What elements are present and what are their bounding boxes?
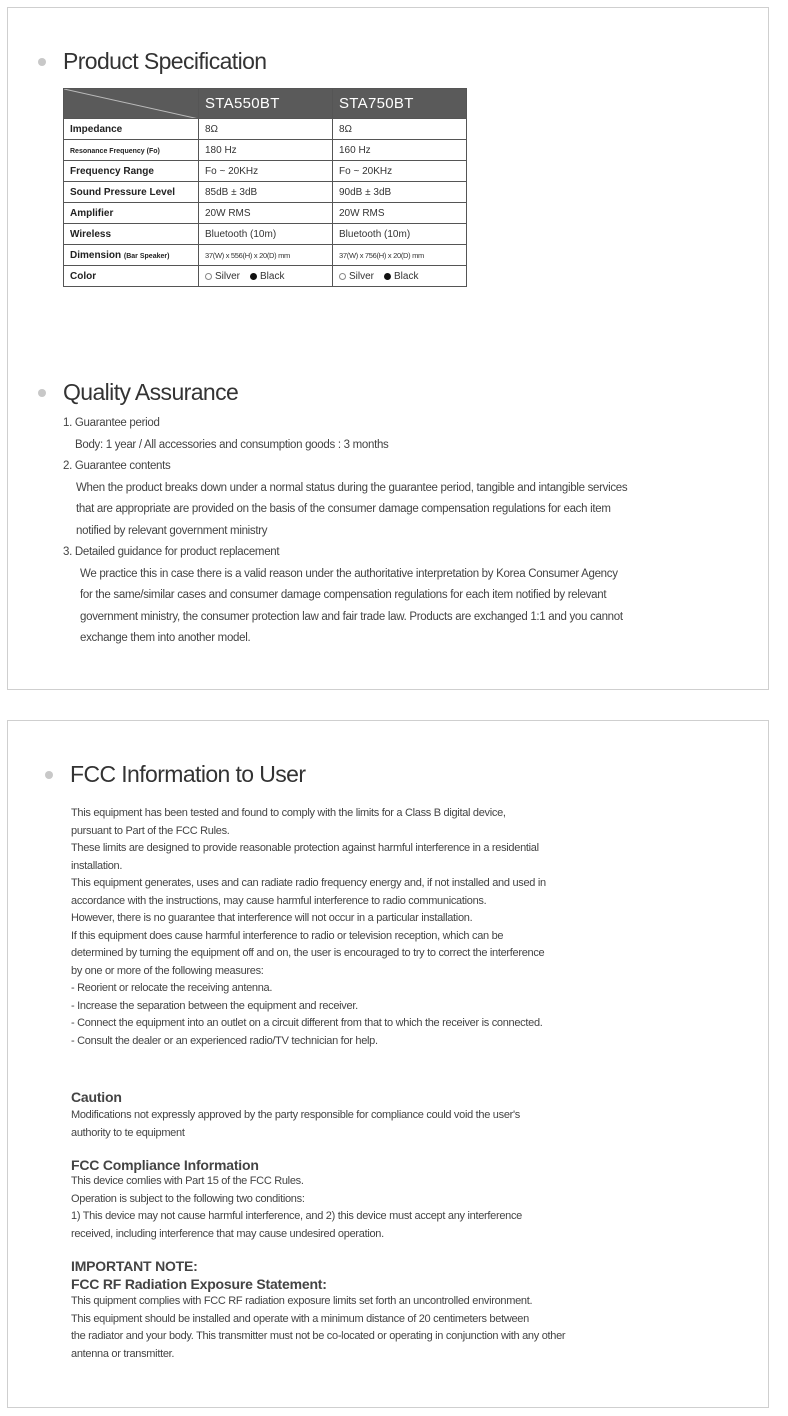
quality-heading [38, 379, 238, 406]
color-silver-label: Silver [349, 270, 375, 282]
compliance-line: This device comlies with Part 15 of the FCC Rules. [71, 1175, 304, 1187]
qa-item3-line: for the same/similar cases and consumer damage compensation regulations for each item notified by relevant [80, 589, 607, 601]
row-label: Sound Pressure Level [64, 182, 199, 203]
cell-value: 160 Hz [333, 140, 467, 161]
cell-value: 8Ω [333, 119, 467, 140]
fcc-title: FCC Information to User [70, 761, 306, 787]
qa-item1-body: Body: 1 year / All accessories and consumption goods : 3 months [75, 438, 389, 451]
fcc-intro-line: - Reorient or relocate the receiving antenna. [71, 982, 273, 994]
corner-diagonal-icon [64, 89, 199, 119]
spec-quality-panel [7, 7, 769, 690]
cell-value: 85dB ± 3dB [199, 182, 333, 203]
qa-item3-line: exchange them into another model. [80, 632, 251, 644]
black-dot-icon [250, 273, 257, 280]
cell-value: Fo ~ 20KHz [199, 161, 333, 182]
spec-table [63, 88, 467, 287]
table-corner-cell [64, 89, 199, 119]
fcc-heading [45, 761, 305, 788]
model-header-2: STA750BT [333, 89, 467, 119]
cell-value: 20W RMS [333, 203, 467, 224]
rf-line: the radiator and your body. This transmitter must not be co-located or operating in conjunction with any other [71, 1330, 566, 1342]
table-row [64, 140, 467, 161]
table-row [64, 224, 467, 245]
compliance-line: Operation is subject to the following two conditions: [71, 1192, 305, 1205]
fcc-intro-line: installation. [71, 859, 123, 872]
fcc-intro-line: If this equipment does cause harmful interference to radio or television reception, which can be [71, 929, 504, 942]
rf-line: This quipment complies with FCC RF radiation exposure limits set forth an uncontrolled environment. [71, 1295, 533, 1307]
color-cell [333, 266, 467, 287]
bullet-icon [38, 58, 46, 66]
qa-item2-line: When the product breaks down under a normal status during the guarantee period, tangible and intangible services [76, 481, 628, 494]
color-black-label: Black [394, 270, 419, 282]
fcc-intro-line: These limits are designed to provide reasonable protection against harmful interference in a residential [71, 842, 539, 854]
fcc-intro-line: - Connect the equipment into an outlet on a circuit different from that to which the receiver is connected. [71, 1017, 543, 1029]
cell-value: 37(W) x 756(H) x 20(D) mm [333, 245, 467, 266]
model-header-1: STA550BT [199, 89, 333, 119]
cell-value: 180 Hz [199, 140, 333, 161]
color-cell [199, 266, 333, 287]
table-row [64, 119, 467, 140]
compliance-line: received, including interference that may cause undesired operation. [71, 1227, 384, 1240]
fcc-intro-line: - Increase the separation between the equipment and receiver. [71, 999, 358, 1012]
caution-line: authority to te equipment [71, 1126, 185, 1139]
color-silver-label: Silver [215, 270, 241, 282]
black-dot-icon [384, 273, 391, 280]
cell-value: 8Ω [199, 119, 333, 140]
row-label: Resonance Frequency (Fo) [70, 147, 160, 155]
qa-item3-line: We practice this in case there is a valid reason under the authoritative interpretation by Korea Consumer Agency [80, 567, 618, 580]
qa-item1-head: 1. Guarantee period [63, 417, 160, 429]
qa-item2-line: notified by relevant government ministry [76, 524, 268, 537]
cell-value: 37(W) x 556(H) x 20(D) mm [199, 245, 333, 266]
fcc-compliance [71, 1157, 711, 1243]
rf-line: antenna or transmitter. [71, 1347, 175, 1360]
cell-value: 90dB ± 3dB [333, 182, 467, 203]
fcc-panel [7, 720, 769, 1408]
cell-value: Fo ~ 20KHz [333, 161, 467, 182]
row-label: Wireless [64, 224, 199, 245]
fcc-intro-line: by one or more of the following measures: [71, 964, 264, 977]
row-label: Amplifier [64, 203, 199, 224]
bullet-icon [45, 771, 53, 779]
fcc-intro-line: This equipment has been tested and found to comply with the limits for a Class B digital device, [71, 807, 506, 819]
spec-title: Product Specification [63, 48, 267, 74]
quality-body [63, 413, 733, 650]
fcc-intro-line: determined by turning the equipment off and on, the user is encouraged to try to correct the interference [71, 947, 545, 959]
qa-item3-line: government ministry, the consumer protection law and fair trade law. Products are exchanged 1:1 and you cannot [80, 610, 623, 623]
row-label: Frequency Range [64, 161, 199, 182]
compliance-line: 1) This device may not cause harmful interference, and 2) this device must accept any interference [71, 1210, 522, 1222]
compliance-title: FCC Compliance Information [71, 1157, 259, 1173]
qa-item2-line: that are appropriate are provided on the basis of the consumer damage compensation regulations for each item [76, 503, 611, 515]
fcc-caution [71, 1089, 711, 1142]
row-label: Impedance [64, 119, 199, 140]
table-row [64, 245, 467, 266]
qa-item3-head: 3. Detailed guidance for product replacement [63, 546, 280, 558]
caution-title: Caution [71, 1089, 122, 1105]
row-sublabel: (Bar Speaker) [123, 252, 170, 260]
cell-value: Bluetooth (10m) [199, 224, 333, 245]
cell-value: 20W RMS [199, 203, 333, 224]
qa-item2-head: 2. Guarantee contents [63, 460, 171, 472]
table-row [64, 161, 467, 182]
fcc-intro [71, 805, 711, 1050]
fcc-intro-line: accordance with the instructions, may cause harmful interference to radio communications. [71, 894, 487, 907]
table-row [64, 266, 467, 287]
fcc-intro-line: - Consult the dealer or an experienced radio/TV technician for help. [71, 1034, 378, 1047]
important-title: IMPORTANT NOTE: [71, 1258, 198, 1274]
row-label: Dimension [70, 249, 122, 261]
rf-title: FCC RF Radiation Exposure Statement: [71, 1276, 327, 1292]
fcc-rf [71, 1258, 711, 1363]
silver-dot-icon [339, 273, 346, 280]
cell-value: Bluetooth (10m) [333, 224, 467, 245]
spec-heading [38, 48, 266, 75]
fcc-intro-line: This equipment generates, uses and can radiate radio frequency energy and, if not installed and used in [71, 877, 546, 889]
row-label: Color [64, 266, 199, 287]
table-row [64, 182, 467, 203]
bullet-icon [38, 389, 46, 397]
color-black-label: Black [260, 270, 285, 282]
table-row [64, 203, 467, 224]
fcc-intro-line: pursuant to Part of the FCC Rules. [71, 824, 230, 837]
quality-title: Quality Assurance [63, 379, 239, 405]
fcc-intro-line: However, there is no guarantee that interference will not occur in a particular installation. [71, 912, 473, 924]
caution-line: Modifications not expressly approved by the party responsible for compliance could void the user's [71, 1109, 521, 1121]
rf-line: This equipment should be installed and operate with a minimum distance of 20 centimeters between [71, 1312, 529, 1325]
silver-dot-icon [205, 273, 212, 280]
